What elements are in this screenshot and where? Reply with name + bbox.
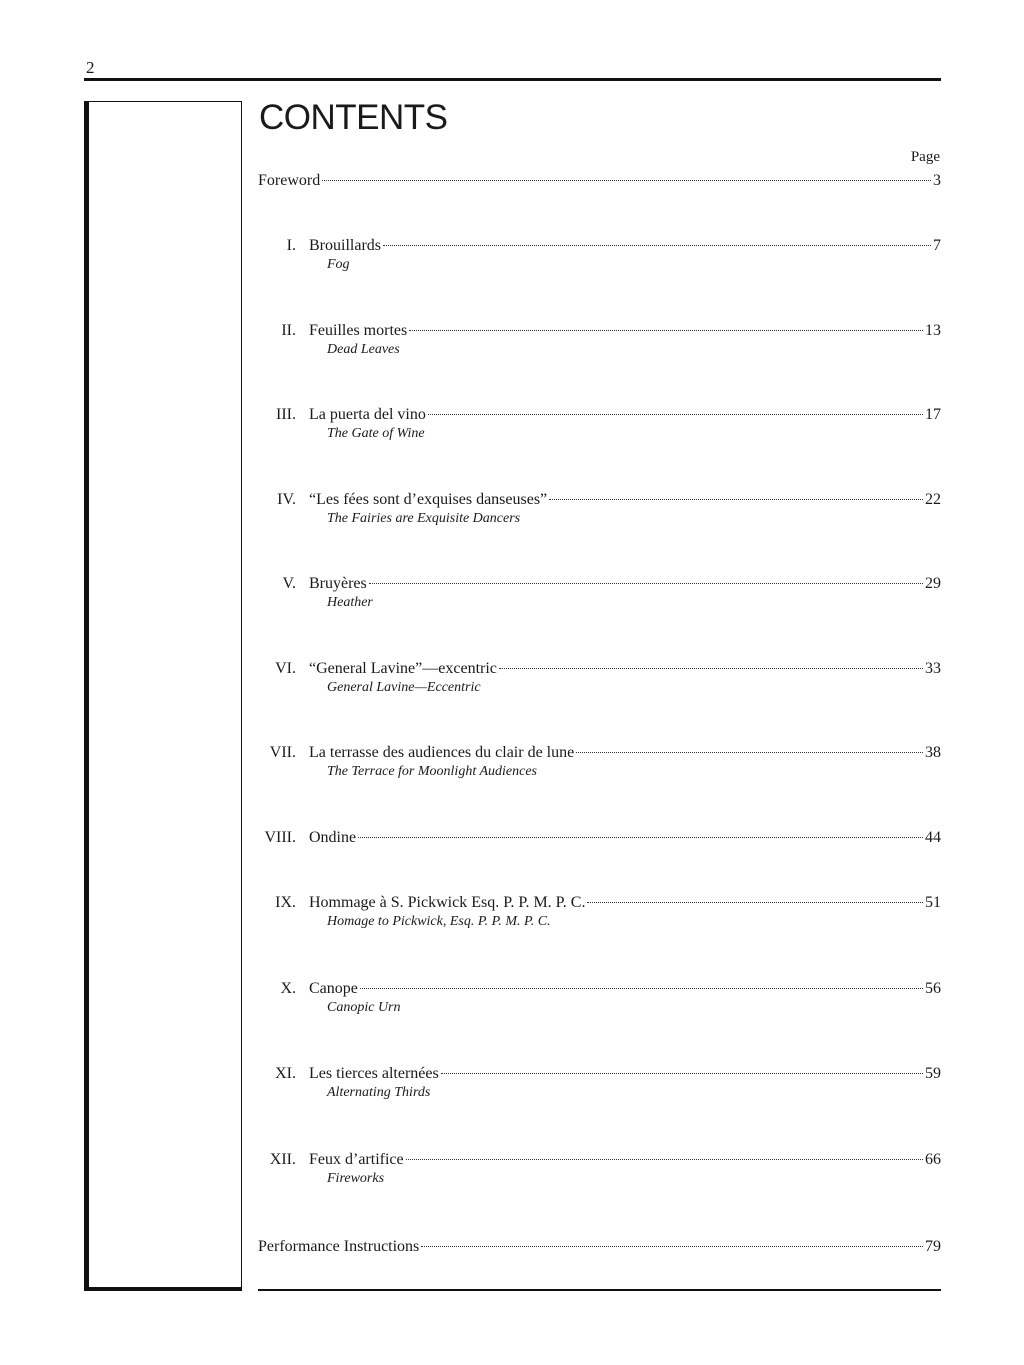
entry-subtitle: Canopic Urn — [327, 1000, 401, 1015]
dot-leader — [383, 244, 931, 246]
entry-title: Les tierces alternées — [309, 1065, 439, 1082]
dot-leader — [441, 1072, 923, 1074]
dot-leader — [499, 667, 923, 669]
entry-title: Feuilles mortes — [309, 322, 408, 339]
toc-entry-piece[interactable] — [258, 236, 941, 280]
entry-page-number: 33 — [925, 660, 941, 677]
dot-leader — [358, 836, 923, 838]
page-title: CONTENTS — [259, 98, 448, 137]
toc-entry-piece[interactable] — [258, 490, 941, 534]
dot-leader — [428, 413, 923, 415]
entry-page-number: 22 — [925, 491, 941, 508]
dot-leader — [360, 987, 923, 989]
entry-page-number: 59 — [925, 1065, 941, 1082]
roman-numeral: IX. — [275, 894, 296, 911]
toc-entry-piece[interactable] — [258, 659, 941, 703]
roman-numeral: VII. — [269, 744, 296, 761]
roman-numeral: XI. — [275, 1065, 296, 1082]
entry-subtitle: The Fairies are Exquisite Dancers — [327, 511, 521, 526]
entry-title: Canope — [309, 980, 358, 997]
entry-subtitle: Heather — [327, 595, 373, 610]
dot-leader — [549, 498, 923, 500]
entry-subtitle: General Lavine—Eccentric — [327, 680, 481, 695]
entry-page-number: 17 — [925, 406, 941, 423]
entry-title: Bruyères — [309, 575, 367, 592]
entry-page-number: 13 — [925, 322, 941, 339]
roman-numeral: IV. — [277, 491, 296, 508]
roman-numeral: V. — [282, 575, 296, 592]
dot-leader — [421, 1245, 923, 1247]
entry-subtitle: Fog — [327, 257, 350, 272]
entry-title: Feux d’artifice — [309, 1151, 404, 1168]
roman-numeral: VIII. — [264, 829, 296, 846]
top-rule — [84, 78, 941, 81]
toc-entry-piece[interactable] — [258, 1150, 941, 1194]
entry-subtitle: Fireworks — [327, 1171, 385, 1186]
entry-page-number: 79 — [925, 1238, 941, 1255]
entry-title: La terrasse des audiences du clair de lune — [309, 744, 575, 761]
toc-entry-piece[interactable] — [258, 979, 941, 1023]
dot-leader — [587, 901, 923, 903]
entry-page-number: 66 — [925, 1151, 941, 1168]
entry-page-number: 29 — [925, 575, 941, 592]
toc-entry-piece[interactable] — [258, 743, 941, 787]
entry-subtitle: The Terrace for Moonlight Audiences — [327, 764, 537, 779]
entry-page-number: 56 — [925, 980, 941, 997]
entry-page-number: 38 — [925, 744, 941, 761]
dot-leader — [369, 582, 923, 584]
entry-title: Ondine — [309, 829, 357, 846]
dot-leader — [409, 329, 923, 331]
roman-numeral: X. — [280, 980, 296, 997]
entry-title: Performance Instructions — [258, 1238, 420, 1255]
entry-subtitle: Homage to Pickwick, Esq. P. P. M. P. C. — [327, 914, 551, 929]
side-frame — [84, 101, 242, 1291]
dot-leader — [322, 179, 931, 181]
roman-numeral: VI. — [275, 660, 296, 677]
page-number: 2 — [86, 58, 95, 77]
entry-title: “General Lavine”—excentric — [309, 660, 497, 677]
entry-title: “Les fées sont d’exquises danseuses” — [309, 491, 548, 508]
roman-numeral: II. — [281, 322, 296, 339]
bottom-rule — [258, 1289, 941, 1291]
toc-entry-performance-instructions[interactable] — [258, 1237, 941, 1281]
entry-subtitle: Dead Leaves — [327, 342, 400, 357]
entry-title: Hommage à S. Pickwick Esq. P. P. M. P. C. — [309, 894, 586, 911]
entry-page-number: 7 — [933, 237, 941, 254]
entry-page-number: 3 — [933, 172, 941, 189]
dot-leader — [576, 751, 923, 753]
roman-numeral: XII. — [269, 1151, 296, 1168]
page-column-label: Page — [910, 149, 940, 165]
entry-page-number: 44 — [925, 829, 941, 846]
entry-page-number: 51 — [925, 894, 941, 911]
entry-subtitle: Alternating Thirds — [327, 1085, 431, 1100]
toc-entry-piece[interactable] — [258, 893, 941, 937]
toc-entry-piece[interactable] — [258, 321, 941, 365]
entry-title: Brouillards — [309, 237, 381, 254]
toc-entry-piece[interactable] — [258, 828, 941, 872]
toc-entry-foreword[interactable] — [258, 171, 941, 215]
toc-entry-piece[interactable] — [258, 1064, 941, 1108]
entry-subtitle: The Gate of Wine — [327, 426, 425, 441]
toc-entry-piece[interactable] — [258, 574, 941, 618]
toc-entry-piece[interactable] — [258, 405, 941, 449]
roman-numeral: I. — [286, 237, 296, 254]
dot-leader — [406, 1158, 923, 1160]
roman-numeral: III. — [276, 406, 296, 423]
entry-title: Foreword — [258, 172, 321, 189]
entry-title: La puerta del vino — [309, 406, 426, 423]
